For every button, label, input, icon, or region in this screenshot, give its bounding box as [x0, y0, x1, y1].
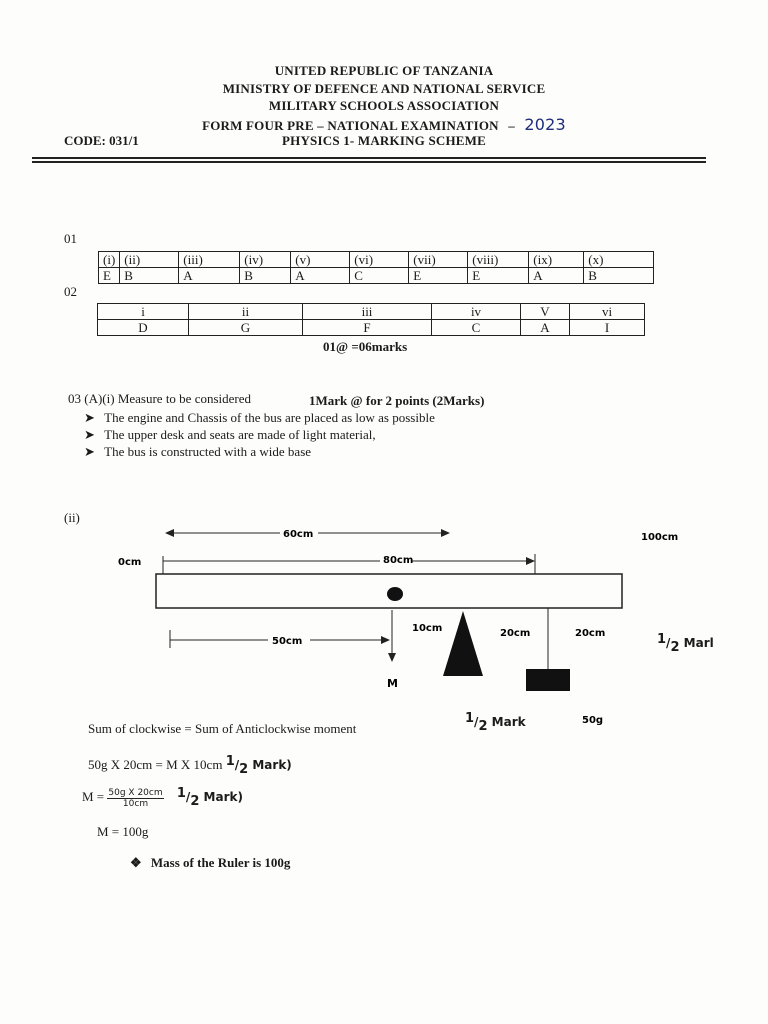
table-cell: E	[468, 268, 529, 284]
distance-80cm-arrow	[163, 554, 535, 575]
solution-line-2	[88, 754, 292, 777]
table-cell: A	[291, 268, 350, 284]
header-line-3: MILITARY SCHOOLS ASSOCIATION	[268, 98, 500, 113]
table-cell: (vii)	[409, 252, 468, 268]
header-line-5: PHYSICS 1- MARKING SCHEME	[282, 133, 486, 148]
label-10cm: 10cm	[412, 623, 443, 634]
half-numerator: 1	[657, 632, 667, 647]
paper-code: CODE: 031/1	[64, 133, 139, 148]
label-100cm: 100cm	[641, 532, 679, 543]
solution-line-4: M = 100g	[97, 824, 149, 839]
label-0cm: 0cm	[118, 557, 142, 568]
exam-title: FORM FOUR PRE – NATIONAL EXAMINATION	[202, 118, 499, 133]
equation-text: 50g X 20cm = M X 10cm	[88, 757, 223, 772]
table-cell: C	[350, 268, 409, 284]
half-mark-diagram: $^1/_2$ Marl	[657, 632, 714, 655]
table-cell: (viii)	[468, 252, 529, 268]
question-2-marks: 01@ =06marks	[323, 339, 408, 354]
half-mark-line-2: $^1/_2$ Mark)	[225, 754, 292, 777]
half-mark-label: Marl	[683, 636, 714, 650]
question-3a-marks: 1Mark @ for 2 points (2Marks)	[309, 393, 485, 408]
table-cell: E	[409, 268, 468, 284]
table-cell: A	[521, 320, 570, 336]
title-dash: –	[508, 118, 515, 133]
centre-of-gravity-dot	[387, 587, 403, 601]
pivot-triangle	[443, 611, 483, 676]
table-cell: (iii)	[179, 252, 240, 268]
bullet-text: The upper desk and seats are made of light material,	[104, 427, 376, 442]
fraction-numerator: 50g X 20cm	[108, 787, 163, 798]
table-cell: i	[98, 304, 189, 320]
table-cell: E	[99, 268, 120, 284]
table-cell: V	[521, 304, 570, 320]
table-cell: ii	[189, 304, 303, 320]
table-cell: iv	[432, 304, 521, 320]
table-cell: (i)	[99, 252, 120, 268]
table-cell: vi	[570, 304, 645, 320]
label-80cm: 80cm	[383, 555, 414, 566]
half-denominator: 2	[670, 640, 680, 655]
label-50cm: 50cm	[272, 636, 303, 647]
bullet-text: The bus is constructed with a wide base	[104, 444, 312, 459]
question-1-number: 01	[64, 231, 77, 246]
header-line-2: MINISTRY OF DEFENCE AND NATIONAL SERVICE	[222, 81, 546, 96]
solution-line-3	[82, 786, 243, 809]
table-cell: G	[189, 320, 303, 336]
label-60cm: 60cm	[283, 529, 314, 540]
table-cell: C	[432, 320, 521, 336]
label-20cm-second: 20cm	[575, 628, 606, 639]
table-cell: I	[570, 320, 645, 336]
label-20cm-first: 20cm	[500, 628, 531, 639]
arrow-bullet-icon: ➤	[84, 410, 95, 425]
table-cell: D	[98, 320, 189, 336]
table-cell: A	[529, 268, 584, 284]
bullet-text: The engine and Chassis of the bus are placed as low as possible	[104, 410, 435, 425]
table-cell: (v)	[291, 252, 350, 268]
table-cell: (vi)	[350, 252, 409, 268]
half-mark-line-3: $^1/_2$ Mark)	[176, 786, 243, 809]
handwritten-year: 2023	[524, 115, 566, 134]
fraction-denominator: 10cm	[122, 798, 149, 809]
header-line-1: UNITED REPUBLIC OF TANZANIA	[274, 63, 494, 78]
table-cell: (x)	[584, 252, 654, 268]
question-3a-part-ii: (ii)	[64, 510, 80, 525]
half-denominator: 2	[478, 719, 488, 734]
half-mark-label: Mark	[491, 715, 526, 729]
table-cell: F	[303, 320, 432, 336]
table-cell: A	[179, 268, 240, 284]
half-mark-label: Mark)	[252, 758, 292, 772]
conclusion-text: Mass of the Ruler is 100g	[150, 855, 291, 870]
equation-lhs: M =	[82, 789, 105, 804]
half-numerator: 1	[176, 786, 186, 801]
half-numerator: 1	[465, 711, 475, 726]
half-mark-label: Mark)	[203, 790, 243, 804]
table-cell: iii	[303, 304, 432, 320]
question-3a-intro: 03 (A)(i) Measure to be considered	[68, 391, 252, 406]
half-mark-line-1: $^1/_2$ Mark	[465, 711, 526, 734]
table-cell: B	[584, 268, 654, 284]
label-mass-m: M	[387, 677, 398, 690]
half-numerator: 1	[225, 754, 235, 769]
table-cell: (ii)	[120, 252, 179, 268]
arrow-bullet-icon: ➤	[84, 427, 95, 442]
table-cell: (iv)	[240, 252, 291, 268]
table-cell: B	[240, 268, 291, 284]
half-denominator: 2	[239, 762, 249, 777]
solution-line-1: Sum of clockwise = Sum of Anticlockwise moment	[88, 721, 357, 736]
hanging-mass-block	[526, 669, 570, 691]
table-cell: B	[120, 268, 179, 284]
arrow-bullet-icon: ➤	[84, 444, 95, 459]
conclusion	[130, 855, 290, 871]
table-cell: (ix)	[529, 252, 584, 268]
diamond-bullet-icon: ❖	[130, 855, 142, 870]
half-denominator: 2	[190, 794, 200, 809]
question-2-number: 02	[64, 284, 77, 299]
fraction	[107, 788, 163, 809]
label-50g: 50g	[582, 715, 604, 726]
